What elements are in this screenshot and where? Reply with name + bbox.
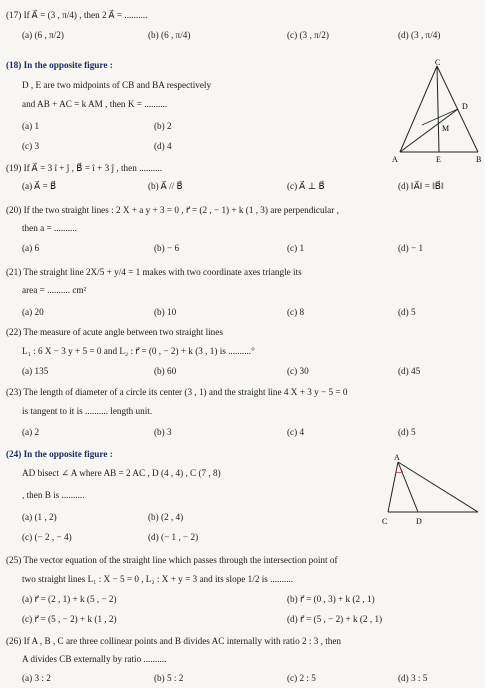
q25-option-b[interactable]: (b) r⃗ = (0 , 3) + k (2 , 1) (287, 594, 375, 604)
q25-line2: two straight lines L₁ : X − 5 = 0 , L₂ : X + y = 3 and its slope 1/2 is .......... (22, 574, 294, 584)
q18-line2: and AB + AC = k AM , then K = .......... (22, 99, 168, 109)
q20-option-a[interactable]: (a) 6 (22, 243, 40, 253)
fig18-label-e: E (436, 155, 441, 164)
q22-line2: L₁ : 6 X − 3 y + 5 = 0 and L₂ : r⃗ = (0 , − 2) + k (3 , 1) is ..........° (22, 346, 255, 356)
q18-line1: D , E are two midpoints of CB and BA respectively (22, 80, 212, 90)
q24-line1: AD bisect ∠ A where AB = 2 AC , D (4 , 4) , C (7 , 8) (22, 468, 221, 478)
q23-line1: (23) The length of diameter of a circle its center (3 , 1) and the straight line 4 X + 3 y − 5 = 0 (6, 387, 348, 397)
q26-line1: (26) If A , B , C are three collinear points and B divides AC internally with ratio 2 : 3 , then (6, 636, 342, 646)
fig18-label-m: M (442, 124, 450, 133)
q26-option-d[interactable]: (d) 3 : 5 (398, 673, 428, 683)
q17-stem: (17) If A⃗ = (3 , π/4) , then 2 A⃗ = .......... (6, 10, 148, 20)
q22-option-d[interactable]: (d) 45 (398, 366, 421, 376)
q22-option-a[interactable]: (a) 135 (22, 366, 49, 376)
q17-option-b[interactable]: (b) (6 , π/4) (148, 30, 191, 40)
q22-line1: (22) The measure of acute angle between two straight lines (6, 327, 223, 337)
q20-line1: (20) If the two straight lines : 2 X + a y + 3 = 0 , r⃗ = (2 , − 1) + k (1 , 3) are perpendicular , (6, 205, 339, 215)
q26-line2: A divides CB externally by ratio .......... (22, 654, 167, 664)
q21-line2: area = .......... cm² (22, 285, 87, 295)
q18-heading: (18) In the opposite figure : (6, 60, 113, 70)
q20-option-d[interactable]: (d) − 1 (398, 243, 424, 253)
triangle-figure-q18 (392, 58, 482, 166)
triangle-figure-q24 (380, 452, 482, 528)
fig18-label-b: B (476, 155, 482, 164)
q25-option-a[interactable]: (a) r⃗ = (2 , 1) + k (5 , − 2) (22, 594, 117, 604)
fig24-label-d: D (416, 517, 422, 526)
fig18-label-a: A (392, 155, 398, 164)
q18-option-d[interactable]: (d) 4 (154, 141, 172, 151)
q21-option-a[interactable]: (a) 20 (22, 307, 44, 317)
q24-option-d[interactable]: (d) (− 1 , − 2) (148, 532, 199, 542)
q23-line2: is tangent to it is .......... length unit. (22, 406, 153, 416)
q25-line1: (25) The vector equation of the straight line which passes through the intersection point of (6, 555, 338, 565)
q24-option-c[interactable]: (c) (− 2 , − 4) (22, 532, 72, 542)
fig18-label-d: D (462, 102, 468, 111)
q21-option-b[interactable]: (b) 10 (154, 307, 177, 317)
q25-option-d[interactable]: (d) r⃗ = (5 , − 2) + k (2 , 1) (287, 614, 383, 624)
q23-option-a[interactable]: (a) 2 (22, 427, 40, 437)
q19-option-b[interactable]: (b) A⃗ // B⃗ (148, 181, 183, 191)
q22-option-b[interactable]: (b) 60 (154, 366, 177, 376)
q24-heading: (24) In the opposite figure : (6, 449, 113, 459)
q22-option-c[interactable]: (c) 30 (287, 366, 309, 376)
fig18-label-c: C (435, 58, 441, 67)
q17-option-d[interactable]: (d) (3 , π/4) (398, 30, 441, 40)
q23-option-d[interactable]: (d) 5 (398, 427, 416, 437)
q21-option-d[interactable]: (d) 5 (398, 307, 416, 317)
fig24-label-c: C (382, 517, 388, 526)
q23-option-c[interactable]: (c) 4 (287, 427, 305, 437)
q24-option-a[interactable]: (a) (1 , 2) (22, 512, 57, 522)
q23-option-b[interactable]: (b) 3 (154, 427, 172, 437)
q18-option-c[interactable]: (c) 3 (22, 141, 40, 151)
fig24-label-a: A (394, 453, 400, 462)
q19-option-a[interactable]: (a) A⃗ = B⃗ (22, 181, 57, 191)
q19-option-d[interactable]: (d) ‖A⃗‖ = ‖B⃗‖ (398, 181, 444, 191)
q20-option-b[interactable]: (b) − 6 (154, 243, 180, 253)
q18-option-a[interactable]: (a) 1 (22, 121, 40, 131)
q17-option-a[interactable]: (a) (6 , π/2) (22, 30, 64, 40)
q24-line2: , then B is .......... (22, 490, 85, 500)
q21-option-c[interactable]: (c) 8 (287, 307, 305, 317)
q21-line1: (21) The straight line 2X/5 + y/4 = 1 makes with two coordinate axes triangle its (6, 267, 302, 277)
q24-option-b[interactable]: (b) (2 , 4) (148, 512, 184, 522)
q25-option-c[interactable]: (c) r⃗ = (5 , − 2) + k (1 , 2) (22, 614, 117, 624)
q20-option-c[interactable]: (c) 1 (287, 243, 305, 253)
q18-option-b[interactable]: (b) 2 (154, 121, 172, 131)
q19-stem: (19) If A⃗ = 3 î + ĵ , B⃗ = î + 3 ĵ , then .......... (6, 163, 163, 173)
q26-option-a[interactable]: (a) 3 : 2 (22, 673, 51, 683)
q17-option-c[interactable]: (c) (3 , π/2) (287, 30, 329, 40)
q26-option-c[interactable]: (c) 2 : 5 (287, 673, 316, 683)
q19-option-c[interactable]: (c) A⃗ ⊥ B⃗ (287, 181, 325, 191)
q26-option-b[interactable]: (b) 5 : 2 (154, 673, 184, 683)
q20-line2: then a = .......... (22, 223, 77, 233)
